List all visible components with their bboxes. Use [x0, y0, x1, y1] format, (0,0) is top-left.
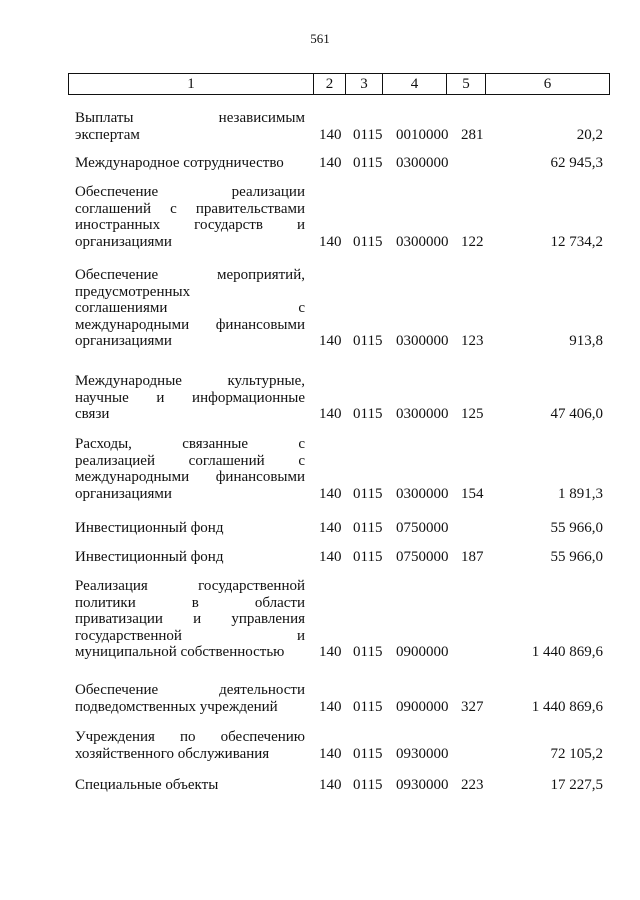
section-code: 0115 [353, 485, 383, 502]
description-line: научные и информационные [75, 389, 305, 406]
description-line: международными финансовыми [75, 316, 305, 333]
target-code: 0300000 [396, 406, 449, 423]
amount: 1 440 869,6 [531, 698, 603, 715]
expense-type-code: 125 [461, 406, 484, 423]
amount: 62 945,3 [550, 155, 603, 171]
description-line: муниципальной собственностью [75, 644, 285, 661]
expense-type-code: 154 [461, 485, 484, 502]
description-line: Международное сотрудничество [75, 155, 284, 171]
target-code: 0900000 [396, 698, 449, 715]
description-line: подведомственных учреждений [75, 698, 278, 715]
row-description [75, 155, 305, 172]
description-line: Обеспечение реализации [75, 184, 305, 200]
target-code: 0930000 [396, 777, 449, 793]
row-description [75, 184, 305, 250]
description-line: международными финансовыми [75, 469, 305, 486]
table-row [0, 110, 640, 143]
description-line: государственной и [75, 627, 305, 644]
page-number: 561 [310, 31, 330, 46]
description-line: Расходы, связанные с [75, 436, 305, 452]
section-code: 0115 [353, 644, 383, 661]
ministry-code: 140 [319, 549, 342, 565]
description-line: предусмотренных [75, 283, 191, 300]
description-line: приватизации и управления [75, 611, 305, 628]
amount: 20,2 [576, 126, 603, 143]
target-code: 0900000 [396, 644, 449, 661]
amount: 47 406,0 [550, 406, 603, 423]
table-row [0, 729, 640, 762]
expense-type-code: 123 [461, 333, 484, 350]
expense-type-code: 223 [461, 777, 484, 793]
row-description [75, 373, 305, 423]
ministry-code: 140 [319, 644, 342, 661]
header-col-5: 5 [447, 74, 486, 95]
target-code: 0930000 [396, 745, 449, 762]
description-line: соглашениями с [75, 300, 305, 317]
target-code: 0750000 [396, 549, 449, 565]
table-row [0, 184, 640, 250]
expense-type-code: 187 [461, 549, 484, 565]
table-row [0, 436, 640, 502]
row-description [75, 549, 305, 566]
description-line: Обеспечение деятельности [75, 682, 305, 698]
description-line: организациями [75, 233, 172, 250]
description-line: Инвестиционный фонд [75, 549, 224, 565]
ministry-code: 140 [319, 126, 342, 143]
target-code: 0750000 [396, 520, 449, 536]
description-line: иностранных государств и [75, 217, 305, 234]
amount: 72 105,2 [550, 745, 603, 762]
target-code: 0300000 [396, 233, 449, 250]
row-description [75, 682, 305, 715]
description-line: Выплаты независимым [75, 110, 305, 126]
ministry-code: 140 [319, 333, 342, 350]
section-code: 0115 [353, 333, 383, 350]
row-description [75, 436, 305, 502]
description-line: организациями [75, 485, 172, 502]
ministry-code: 140 [319, 520, 342, 536]
description-line: Инвестиционный фонд [75, 520, 224, 536]
table-row [0, 578, 640, 661]
description-line: организациями [75, 333, 172, 350]
amount: 17 227,5 [550, 777, 603, 793]
row-description [75, 777, 305, 794]
row-description [75, 729, 305, 762]
header-col-3: 3 [346, 74, 383, 95]
section-code: 0115 [353, 777, 383, 793]
section-code: 0115 [353, 698, 383, 715]
target-code: 0300000 [396, 155, 449, 171]
table-row [0, 682, 640, 715]
row-description [75, 520, 305, 537]
row-description [75, 578, 305, 661]
amount: 1 440 869,6 [531, 644, 603, 661]
ministry-code: 140 [319, 155, 342, 171]
target-code: 0300000 [396, 333, 449, 350]
target-code: 0010000 [396, 126, 449, 143]
table-row [0, 267, 640, 350]
section-code: 0115 [353, 233, 383, 250]
header-row [69, 74, 610, 95]
ministry-code: 140 [319, 777, 342, 793]
description-line: Учреждения по обеспечению [75, 729, 305, 745]
column-header-table [68, 73, 610, 95]
amount: 1 891,3 [558, 485, 603, 502]
description-line: Международные культурные, [75, 373, 305, 389]
section-code: 0115 [353, 155, 383, 171]
section-code: 0115 [353, 126, 383, 143]
amount: 55 966,0 [550, 549, 603, 565]
description-line: реализацией соглашений с [75, 452, 305, 469]
row-description [75, 267, 305, 350]
table-row [0, 373, 640, 423]
row-description [75, 110, 305, 143]
description-line: связи [75, 406, 110, 423]
description-line: Обеспечение мероприятий, [75, 267, 305, 283]
target-code: 0300000 [396, 485, 449, 502]
section-code: 0115 [353, 406, 383, 423]
description-line: хозяйственного обслуживания [75, 745, 270, 762]
ministry-code: 140 [319, 406, 342, 423]
header-col-1: 1 [69, 74, 314, 95]
description-line: экспертам [75, 126, 140, 143]
description-line: соглашений с правительствами [75, 200, 305, 217]
section-code: 0115 [353, 549, 383, 565]
table-row [0, 155, 640, 172]
ministry-code: 140 [319, 233, 342, 250]
amount: 55 966,0 [550, 520, 603, 536]
amount: 913,8 [569, 333, 603, 350]
section-code: 0115 [353, 520, 383, 536]
expense-type-code: 327 [461, 698, 484, 715]
expense-type-code: 122 [461, 233, 484, 250]
description-line: политики в области [75, 594, 305, 611]
ministry-code: 140 [319, 745, 342, 762]
description-line: Специальные объекты [75, 777, 219, 793]
table-row [0, 777, 640, 794]
amount: 12 734,2 [550, 233, 603, 250]
header-col-2: 2 [314, 74, 346, 95]
expense-type-code: 281 [461, 126, 484, 143]
header-col-6: 6 [486, 74, 610, 95]
header-col-4: 4 [383, 74, 447, 95]
table-row [0, 520, 640, 537]
section-code: 0115 [353, 745, 383, 762]
table-row [0, 549, 640, 566]
ministry-code: 140 [319, 485, 342, 502]
description-line: Реализация государственной [75, 578, 305, 594]
ministry-code: 140 [319, 698, 342, 715]
